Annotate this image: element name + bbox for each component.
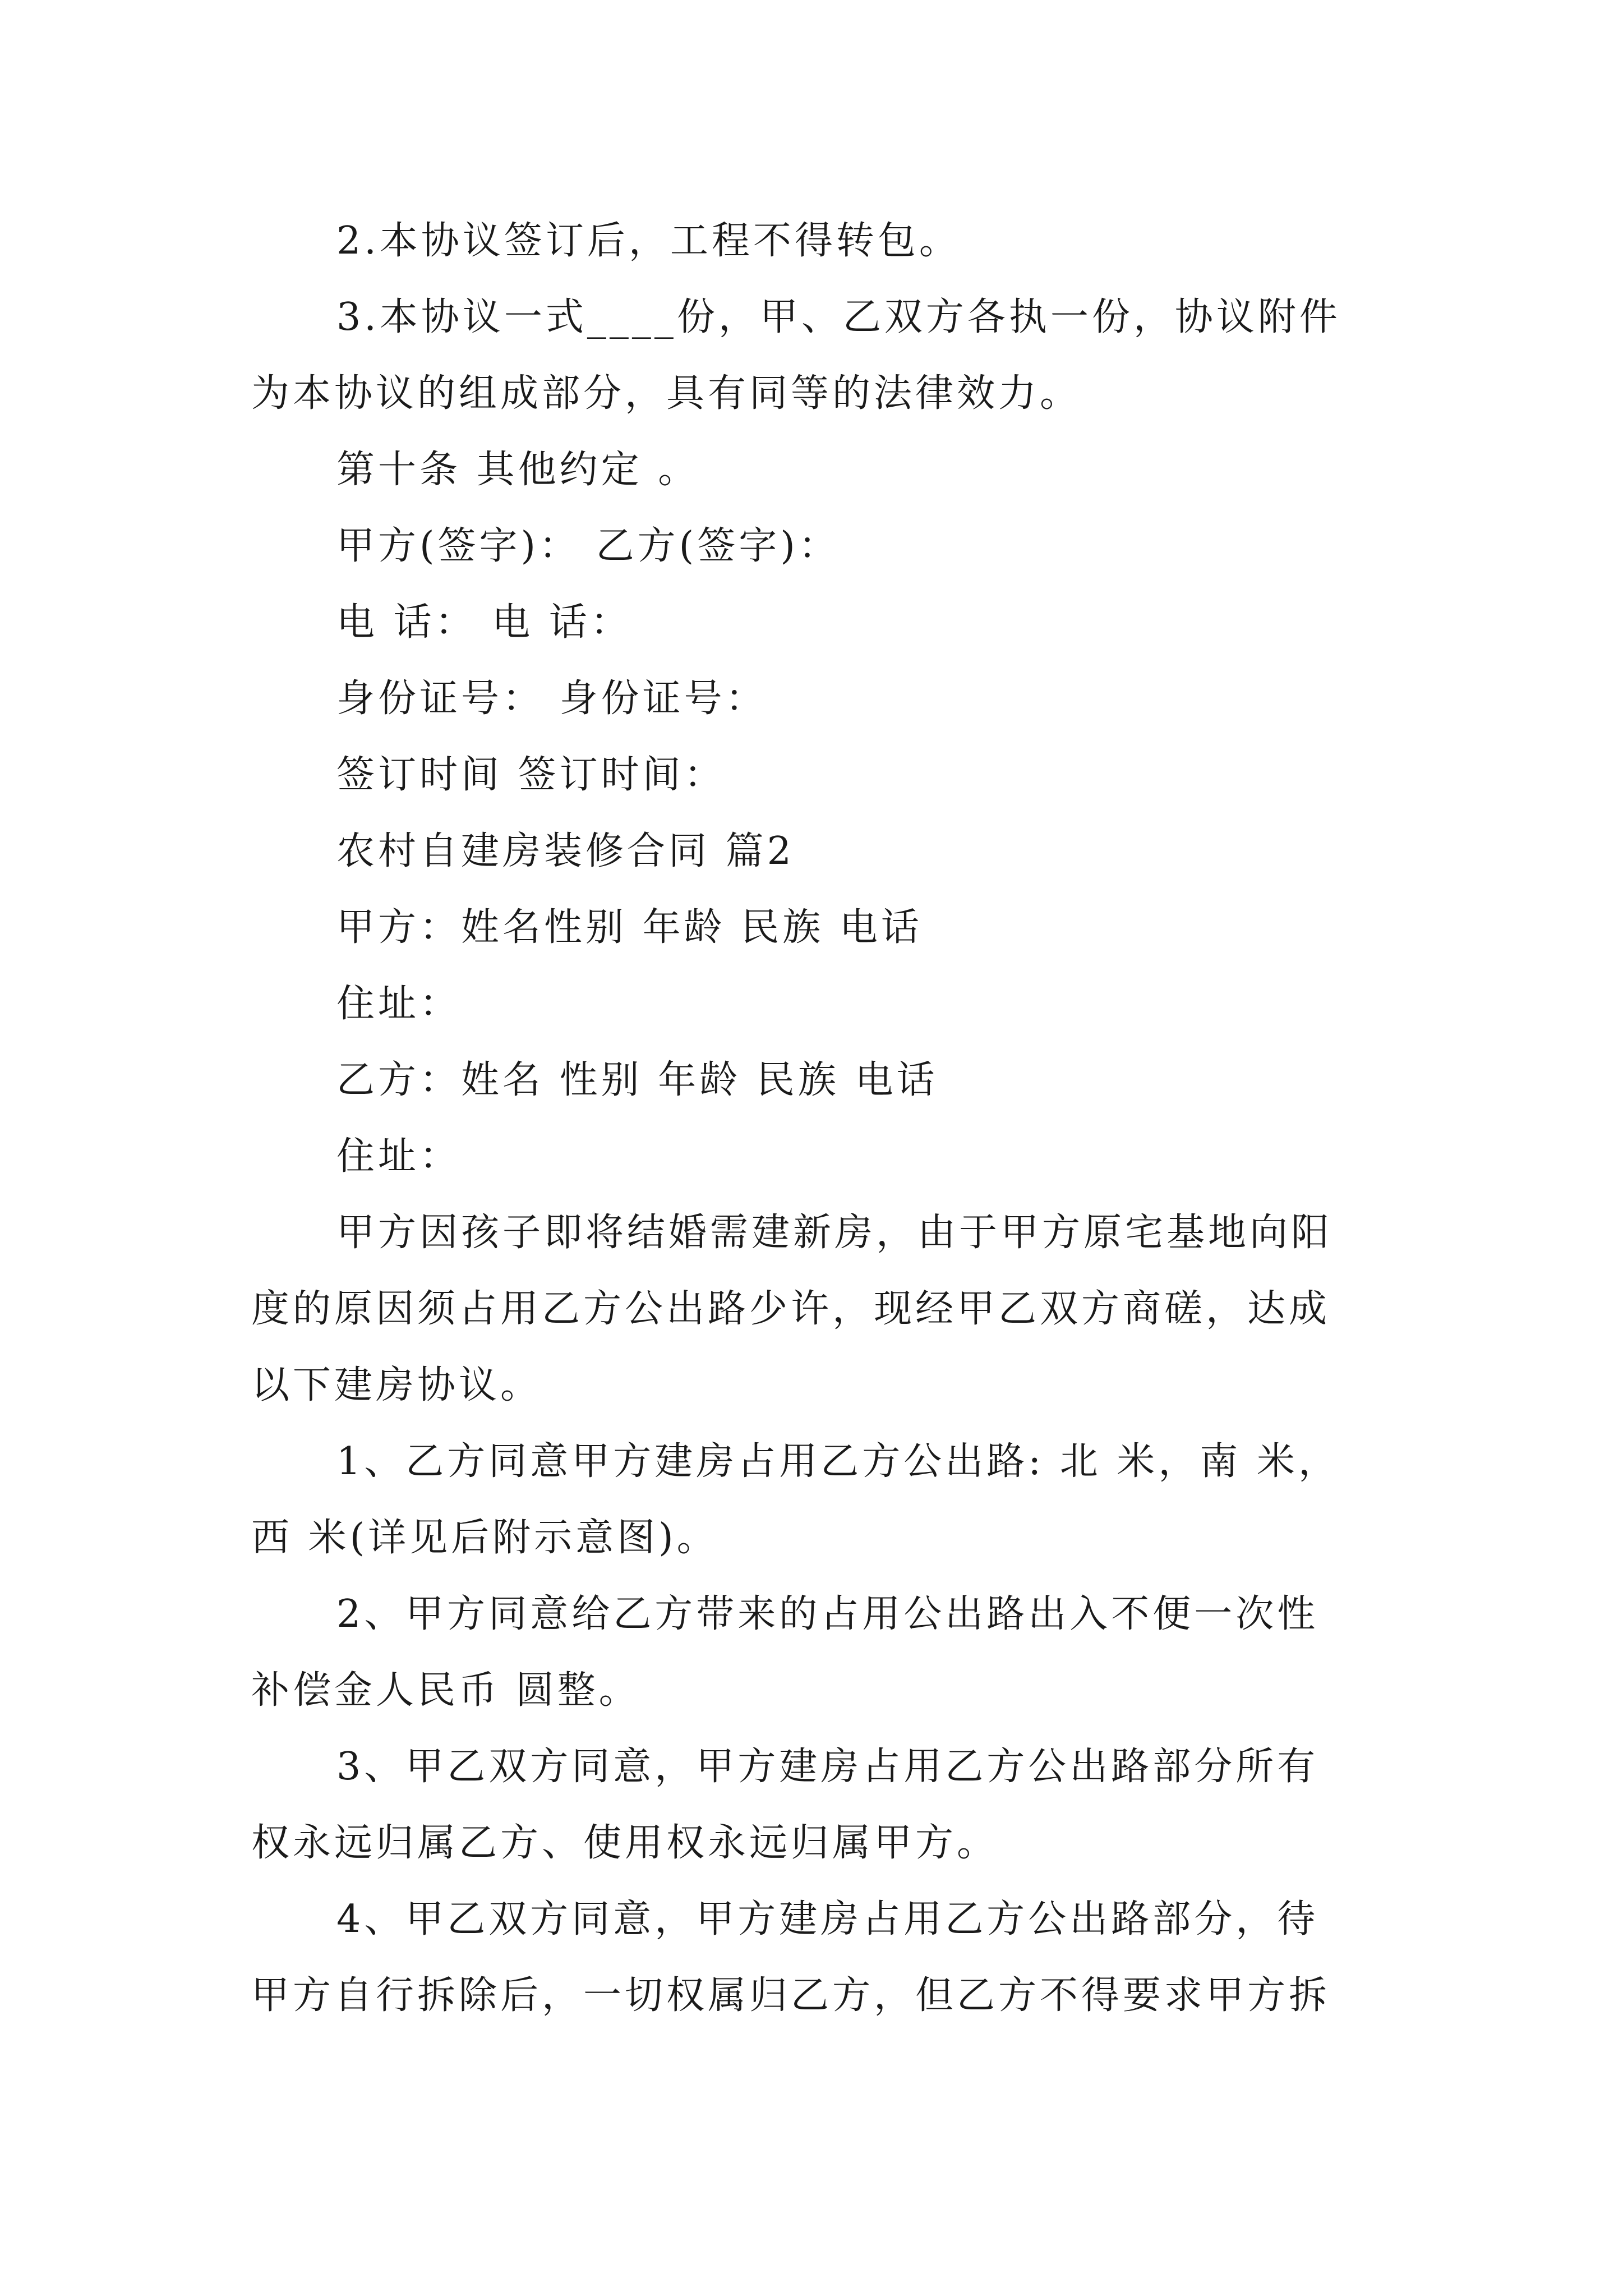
party-b-info: 乙方：姓名 性别 年龄 民族 电话 <box>336 1058 938 1102</box>
id-number-line: 身份证号： 身份证号： <box>336 677 767 721</box>
intro-paragraph-1: 甲方因孩子即将结婚需建新房，由于甲方原宅基地向阳 <box>336 1211 1333 1255</box>
party-a-info: 甲方：姓名性别 年龄 民族 电话 <box>336 905 923 950</box>
item-3-line-1: 3、甲乙双方同意，甲方建房占用乙方公出路部分所有 <box>336 1745 1319 1789</box>
item-3-line-2: 权永远归属乙方、使用权永远归属甲方。 <box>251 1821 999 1865</box>
item-2-line-2: 补偿金人民币 圆整。 <box>251 1668 640 1713</box>
item-4-line-2: 甲方自行拆除后，一切权属归乙方，但乙方不得要求甲方拆 <box>251 1973 1331 2018</box>
phone-line: 电 话： 电 话： <box>336 600 632 645</box>
signature-line: 甲方(签字)： 乙方(签字)： <box>336 524 840 568</box>
party-a-address: 住址： <box>336 982 462 1026</box>
clause-copies-cont: 为本协议的组成部分，具有同等的法律效力。 <box>251 371 1082 416</box>
item-1-line-2: 西 米(详见后附示意图)。 <box>251 1516 718 1560</box>
signing-date-line: 签订时间 签订时间： <box>336 753 726 797</box>
item-1-line-1: 1、乙方同意甲方建房占用乙方公出路: 北 米，南 米， <box>336 1439 1340 1484</box>
section-heading: 农村自建房装修合同 篇2 <box>336 829 795 873</box>
article-ten-heading: 第十条 其他约定 。 <box>336 448 700 492</box>
item-2-line-1: 2、甲方同意给乙方带来的占用公出路出入不便一次性 <box>336 1592 1319 1636</box>
item-4-line-1: 4、甲乙双方同意，甲方建房占用乙方公出路部分，待 <box>336 1897 1319 1941</box>
intro-paragraph-3: 以下建房协议。 <box>251 1363 542 1407</box>
party-b-address: 住址： <box>336 1134 462 1179</box>
clause-copies: 3.本协议一式____份，甲、乙双方各执一份，协议附件 <box>336 295 1341 339</box>
clause-no-subcontract: 2.本协议签订后，工程不得转包。 <box>336 219 961 263</box>
intro-paragraph-2: 度的原因须占用乙方公出路少许，现经甲乙双方商磋，达成 <box>251 1287 1331 1331</box>
